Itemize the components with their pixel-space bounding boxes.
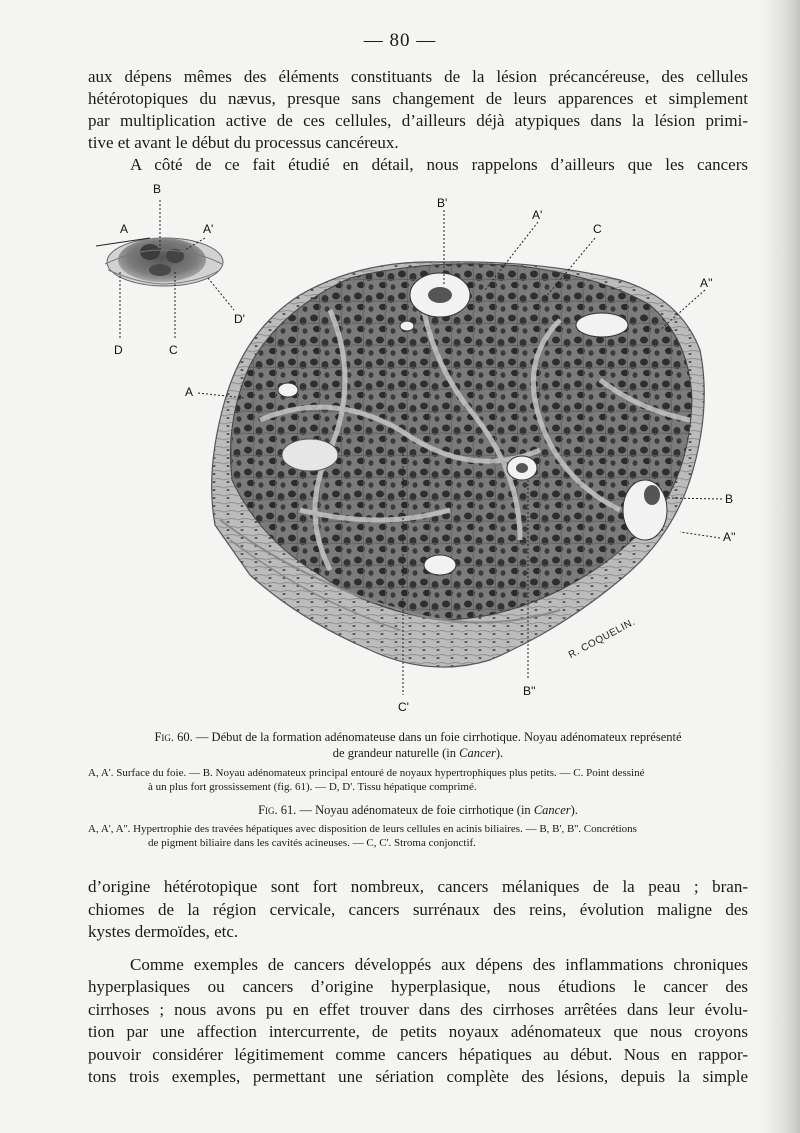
fig60-citation: Cancer <box>459 746 496 760</box>
label-a-small: A <box>120 222 129 236</box>
label-d-prime-small: D' <box>234 312 245 326</box>
label-a: A <box>185 385 194 399</box>
label-d-small: D <box>114 343 123 357</box>
text-line: chiomes de la région cervicale, cancers surrénaux des reins, évolution maligne des <box>88 899 748 919</box>
fig61-legend-line-1: A, A', A''. Hypertrophie des travées hépatiques avec disposition de leurs cellules en acinis biliaires. — B, B', B''. Concrétions <box>88 823 637 835</box>
figure-illustrations <box>0 180 800 720</box>
fig60-legend <box>88 766 748 794</box>
fig61-number: Fig. 61. <box>258 803 297 817</box>
fig61-legend <box>88 822 748 850</box>
fig60-number: Fig. 60. <box>154 730 193 744</box>
text-line: tons trois exemples, permettant une sériation complète des lésions, depuis la simple <box>88 1067 748 1086</box>
fig61-caption <box>88 802 748 818</box>
figure-drawing <box>0 180 800 720</box>
text-line: hyperplasiques ou cancers d’origine hyperplasique, nous étudions le cancer des <box>88 977 748 996</box>
label-a-prime: A' <box>532 208 543 222</box>
fig60-legend-line-2: à un plus fort grossissement (fig. 61). — D, D'. Tissu hépatique comprimé. <box>148 781 477 793</box>
label-c-prime: C' <box>398 700 409 714</box>
fig61-citation-end: ). <box>570 803 578 817</box>
fig60-caption <box>88 729 748 761</box>
text-line: Comme exemples de cancers développés aux dépens des inflammations chroniques <box>130 954 748 974</box>
text-line: hétérotopiques du nævus, presque sans changement de leurs apparences et simplement <box>88 89 748 108</box>
fig60-drawing <box>96 200 234 340</box>
fig61-citation: Cancer <box>533 803 571 817</box>
label-b-double: B'' <box>523 684 536 698</box>
artist-signature: R. COQUELIN. <box>566 616 638 661</box>
text-line: cirrhoses ; nous avons pu en effet trouver dans des cirrhoses arrêtées dans leur évolu- <box>88 999 748 1019</box>
text-line: kystes dermoïdes, etc. <box>88 922 239 941</box>
fig60-title-2: de grandeur naturelle (in <box>332 746 456 760</box>
label-c: C <box>593 222 602 236</box>
fig60-legend-line-1: A, A'. Surface du foie. — B. Noyau adénomateux principal entouré de noyaux hypertrophiques plus petits. — C. Point dessiné <box>88 767 645 779</box>
label-b: B <box>725 492 734 506</box>
text-line: aux dépens mêmes des éléments constituants de la lésion précancéreuse, des cellules <box>88 67 748 86</box>
fig61-drawing <box>198 210 722 695</box>
text-line: par multiplication active de ces cellules, d’ailleurs déjà atypiques dans la lésion primi- <box>88 111 748 130</box>
fig61-legend-line-2: de pigment biliaire dans les cavités acineuses. — C, C'. Stroma conjonctif. <box>148 837 476 849</box>
fig60-citation-end: ). <box>495 746 504 760</box>
text-line: pouvoir considérer légitimement comme cancers hépatiques au début. Nous en rappor- <box>88 1044 748 1064</box>
label-a-prime-small: A' <box>203 222 214 236</box>
label-a-double: A'' <box>700 276 713 290</box>
bottom-text <box>88 876 748 1089</box>
fig60-title: — Début de la formation adénomateuse dans un foie cirrhotique. Noyau adénomateux représenté <box>195 730 682 744</box>
text-line: d’origine hétérotopique sont fort nombreux, cancers mélaniques de la peau ; bran- <box>88 877 748 896</box>
page-number: — 80 — <box>363 30 437 51</box>
label-c-small: C <box>169 343 178 357</box>
text-line: tive et avant le début du processus cancéreux. <box>88 133 399 152</box>
label-a-double-2: A'' <box>723 530 736 544</box>
text-line: tion par une affection intercurrente, de petits noyaux adénomateux que nous croyons <box>88 1022 748 1041</box>
fig61-title: — Noyau adénomateux de foie cirrhotique (in <box>299 803 531 817</box>
top-paragraph <box>88 66 748 176</box>
label-b-small: B <box>153 182 162 196</box>
text-line: A côté de ce fait étudié en détail, nous rappelons d’ailleurs que les cancers <box>130 155 748 174</box>
label-b-prime: B' <box>437 196 448 210</box>
